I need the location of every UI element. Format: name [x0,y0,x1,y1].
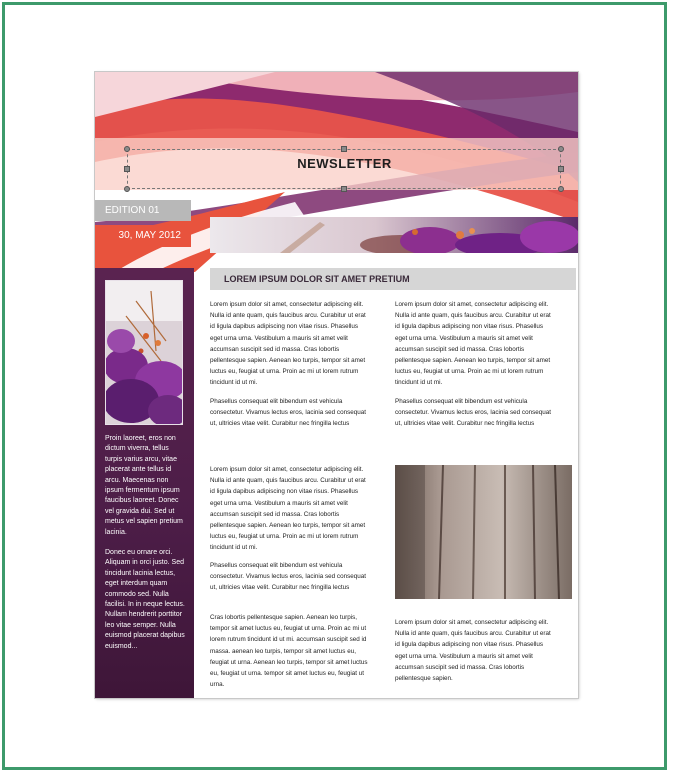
col1-paragraph-1: Lorem ipsum dolor sit amet, consectetur adipiscing elit. Nulla id ante quam, quis faucibus arcu. Curabitur ut erat id ligula dapibus adipiscing non vitae risus. Phasellus eget urna urna. Vestibulum a mauris sit amet velit accumsan suscipit sed id massa. Cras lobortis pellentesque sapien. Aenean leo turpis, tempor sit amet luctus eu, feugiat ut urna. Proin ac mi ut lorem rutrum tincidunt id ut mi. [210,301,366,387]
sidebar-flower-photo [105,280,183,425]
edition-badge: EDITION 01 [95,200,191,221]
col2-paragraph-3: Lorem ipsum dolor sit amet, consectetur adipiscing elit. Nulla id ante quam, quis faucibus arcu. Curabitur ut erat id ligula dapibus adipiscing non vitae risus. Phasellus eget urna urna. Vestibulum a mauris sit amet velit accumsan suscipit sed id massa. Cras lobortis pellentesque sapien. [395,619,551,683]
col1-paragraph-2: Phasellus consequat elit bibendum est vehicula consectetur. Vivamus lectus eros, lacinia sed consequat ut, ultricies vitae velit. Curabitur nec fringilla lectus [210,398,366,428]
banner-flower-image [210,217,578,253]
col2-paragraph-1: Lorem ipsum dolor sit amet, consectetur adipiscing elit. Nulla id ante quam, quis faucibus arcu. Curabitur ut erat id ligula dapibus adipiscing non vitae risus. Phasellus eget urna urna. Vestibulum a mauris sit amet velit accumsan suscipit sed id massa. Cras lobortis pellentesque sapien. Aenean leo turpis, tempor sit amet luctus eu, feugiat ut urna. Proin ac mi ut lorem rutrum tincidunt id ut mi. [395,301,551,387]
col1-paragraph-5: Cras lobortis pellentesque sapien. Aenean leo turpis, tempor sit amet luctus eu, feugiat ut urna. Proin ac mi ut lorem rutrum tincidunt id ut mi. accumsan suscipit sed id massa. aenean leo turpis, tempor sit amet luctus eu, feugiat ut urna. Aenean leo turpis, tempor sit amet luctus eu, feugiat ut urna. tempor sit amet luctus eu, feugiat ut urna. [210,614,368,689]
col1-paragraph-4: Phasellus consequat elit bibendum est vehicula consectetur. Vivamus lectus eros, lacinia sed consequat ut, ultricies vitae velit. Curabitur nec fringilla lectus [210,562,366,592]
sidebar-paragraph-1: Proin laoreet, eros non dictum viverra, tellus turpis varius arcu, vitae placerat ante tellus id arcu. Maecenas non ipsum fermentum ipsum faucibus laoreet. Donec vel gravida dui. Sed ut metus vel sapien pretium lacinia. [105,435,183,536]
sidebar-paragraph-2: Donec eu ornare orci. Aliquam in orci justo. Sed tincidunt lacinia lectus, eget interdum quam commodo sed. Nulla facilisi. In in neque lectus. Nullam hendrerit porttitor leo vitae semper. Nulla euismod placerat dapibus euismod... [105,549,185,650]
col1-paragraph-3: Lorem ipsum dolor sit amet, consectetur adipiscing elit. Nulla id ante quam, quis faucibus arcu. Curabitur ut erat id ligula dapibus adipiscing non vitae risus. Phasellus eget urna urna. Vestibulum a mauris sit amet velit accumsan suscipit sed id massa. Cras lobortis pellentesque sapien. Aenean leo turpis, tempor sit amet luctus eu, feugiat ut urna. Proin ac mi ut lorem rutrum tincidunt id ut mi. [210,466,366,552]
sidebar-flower-image [106,281,183,425]
sidebar [95,268,194,698]
date-badge: 30, MAY 2012 [95,225,191,247]
col2-paragraph-2: Phasellus consequat elit bibendum est vehicula consectetur. Vivamus lectus eros, lacinia sed consequat ut, ultricies vitae velit. Curabitur nec fringilla lectus [395,398,551,428]
newsletter-page [95,72,578,698]
article-headline: LOREM IPSUM DOLOR SIT AMET PRETIUM [210,268,576,290]
newsletter-title[interactable]: NEWSLETTER [297,156,392,171]
wood-panel-image [395,465,572,599]
wood-panel-photo [395,465,572,599]
banner-flower-photo [210,217,578,253]
